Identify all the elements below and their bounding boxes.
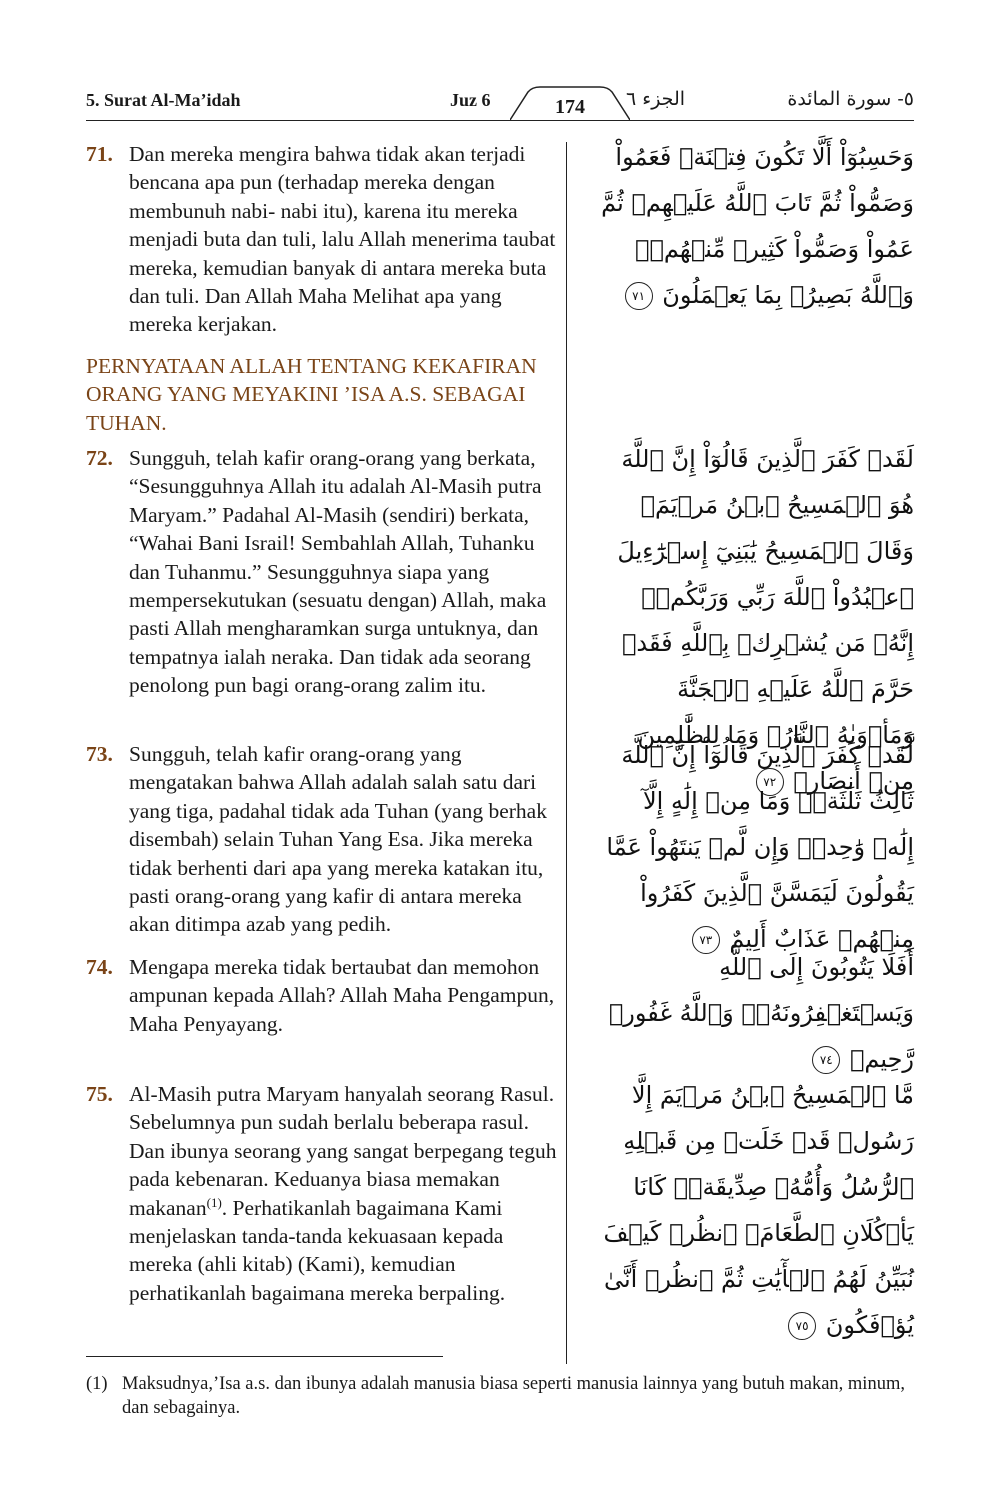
translation-verse-71 [86,140,560,339]
footnote-text: Maksudnya,’Isa a.s. dan ibunya adalah manusia biasa seperti manusia lainnya yang butuh makan, minum, dan sebagainya. [122,1374,905,1418]
ayah-number-marker: ٧١ [625,282,653,310]
footnote [86,1372,914,1420]
header-surah-latin: 5. Surat Al-Ma’idah [86,90,241,110]
verse-text-part: . Perhatikanlah bagaimana Kami menjelaskan tanda-tanda kekuasaan kepada mereka (ahli kitab) (Kami), kemudian perhatikanlah bagaimana mereka berpaling. [129,1195,506,1305]
translation-verse-73 [86,740,560,939]
verse-number: 74. [86,955,113,979]
arabic-text: مَّا ٱلۡمَسِيحُ ٱبۡنُ مَرۡيَمَ إِلَّا رَسُولٞ قَدۡ خَلَتۡ مِن قَبۡلِهِ ٱلرُّسُلُ وَأُمُّهُۥ صِدِّيقَةٞۖ كَانَا يَأۡكُلَانِ ٱلطَّعَامَۗ ٱنظُرۡ كَيۡفَ نُبَيِّنُ لَهُمُ ٱلۡأٓيَٰتِ ثُمَّ ٱنظُرۡ أَنَّىٰ يُؤۡفَكُونَ [603,1081,914,1339]
header-surah-arabic: ٥- سورة المائدة [787,88,914,110]
header-rule [86,120,914,121]
header-juz-latin: Juz 6 [450,90,491,110]
footnote-rule [86,1356,443,1357]
ayah-number-marker: ٧٣ [692,926,720,954]
verse-number: 71. [86,142,113,166]
arabic-text: لَّقَدۡ كَفَرَ ٱلَّذِينَ قَالُوٓاْ إِنَّ ٱللَّهَ ثَالِثُ ثَلَٰثَةٖۘ وَمَا مِنۡ إِلَٰهٍ إِلَّآ إِلَٰهٞ وَٰحِدٞۚ وَإِن لَّمۡ يَنتَهُواْ عَمَّا يَقُولُونَ لَيَمَسَّنَّ ٱلَّذِينَ كَفَرُواْ مِنۡهُمۡ عَذَابٌ أَلِيمٌ [606,741,914,953]
column-divider [566,142,567,1364]
footnote-reference: (1) [206,1194,222,1210]
ayah-number-marker: ٧٢ [756,768,784,796]
verse-number: 72. [86,446,113,470]
verse-text: Mengapa mereka tidak bertaubat dan memohon ampunan kepada Allah? Allah Maha Pengampun, Maha Penyayang. [129,955,555,1036]
ayah-number-marker: ٧٤ [812,1046,840,1074]
arabic-text: لَقَدۡ كَفَرَ ٱلَّذِينَ قَالُوٓاْ إِنَّ ٱللَّهَ هُوَ ٱلۡمَسِيحُ ٱبۡنُ مَرۡيَمَۖ وَقَالَ ٱلۡمَسِيحُ يَٰبَنِيٓ إِسۡرَٰٓءِيلَ ٱعۡبُدُواْ ٱللَّهَ رَبِّي وَرَبَّكُمۡۖ إِنَّهُۥ مَن يُشۡرِكۡ بِٱللَّهِ فَقَدۡ حَرَّمَ ٱللَّهُ عَلَيۡهِ ٱلۡجَنَّةَ وَمَأۡوَىٰهُ ٱلنَّارُۖ وَمَا لِلظَّٰلِمِينَ مِنۡ أَنصَارٖ [617,445,914,795]
section-heading: PERNYATAAN ALLAH TENTANG KEKAFIRAN ORANG YANG MEYAKINI ’ISA A.S. SEBAGAI TUHAN. [86,354,537,435]
verse-text: Sungguh, telah kafir orang-orang yang mengatakan bahwa Allah adalah salah satu dari yang tiga, padahal tidak ada Tuhan (yang berhak disembah) selain Tuhan Yang Esa. Jika mereka tidak berhenti dari apa yang mereka katakan itu, pasti orang-orang yang kafir di antara mereka akan ditimpa azab yang pedih. [129,742,547,937]
arabic-verse-74 [596,944,914,1082]
verse-text [129,1080,560,1307]
footnote-mark: (1) [86,1374,108,1394]
translation-verse-75 [86,1080,560,1307]
verse-number: 73. [86,742,113,766]
verse-number: 75. [86,1082,113,1106]
page-header [86,86,914,126]
verse-text: Sungguh, telah kafir orang-orang yang berkata, “Sesungguhnya Allah itu adalah Al-Masih putra Maryam.” Padahal Al-Masih (sendiri) berkata, “Wahai Bani Israil! Sembahlah Allah, Tuhanku dan Tuhanmu.” Sesungguhnya siapa yang mempersekutukan (sesuatu dengan) Allah, maka pasti Allah mengharamkan surga untuknya, dan tempatnya ialah neraka. Dan tidak ada seorang penolong pun bagi orang-orang zalim itu. [129,446,547,698]
page-number: 174 [555,96,585,118]
verse-text-part: Al-Masih putra Maryam hanyalah seorang Rasul. Sebelumnya pun sudah berlalu beberapa rasul. Dan ibunya seorang yang sangat berpegang teguh pada kebenaran. Keduanya biasa memakan makanan [129,1082,557,1220]
arabic-text: أَفَلَا يَتُوبُونَ إِلَى ٱللَّهِ وَيَسۡتَغۡفِرُونَهُۥۚ وَٱللَّهُ غَفُورٞ رَّحِيمٞ [608,953,914,1073]
header-juz-arabic: الجزء ٦ [626,88,686,110]
translation-verse-74 [86,953,560,1038]
arabic-verse-75 [596,1072,914,1348]
verse-text: Dan mereka mengira bahwa tidak akan terjadi bencana apa pun (terhadap mereka dengan membunuh nabi- nabi itu), karena itu mereka menjadi buta dan tuli, lalu Allah menerima taubat mereka, kemudian banyak di antara mereka buta dan tuli. Dan Allah Maha Melihat apa yang mereka kerjakan. [129,142,556,337]
arabic-verse-71 [596,134,914,318]
translation-verse-72 [86,444,560,700]
arabic-verse-73 [596,732,914,962]
arabic-text: وَحَسِبُوٓاْ أَلَّا تَكُونَ فِتۡنَةٞ فَعَمُواْ وَصَمُّواْ ثُمَّ تَابَ ٱللَّهُ عَلَيۡهِمۡ ثُمَّ عَمُواْ وَصَمُّواْ كَثِيرٞ مِّنۡهُمۡۚ وَٱللَّهُ بَصِيرُۢ بِمَا يَعۡمَلُونَ [601,143,914,309]
ayah-number-marker: ٧٥ [788,1312,816,1340]
